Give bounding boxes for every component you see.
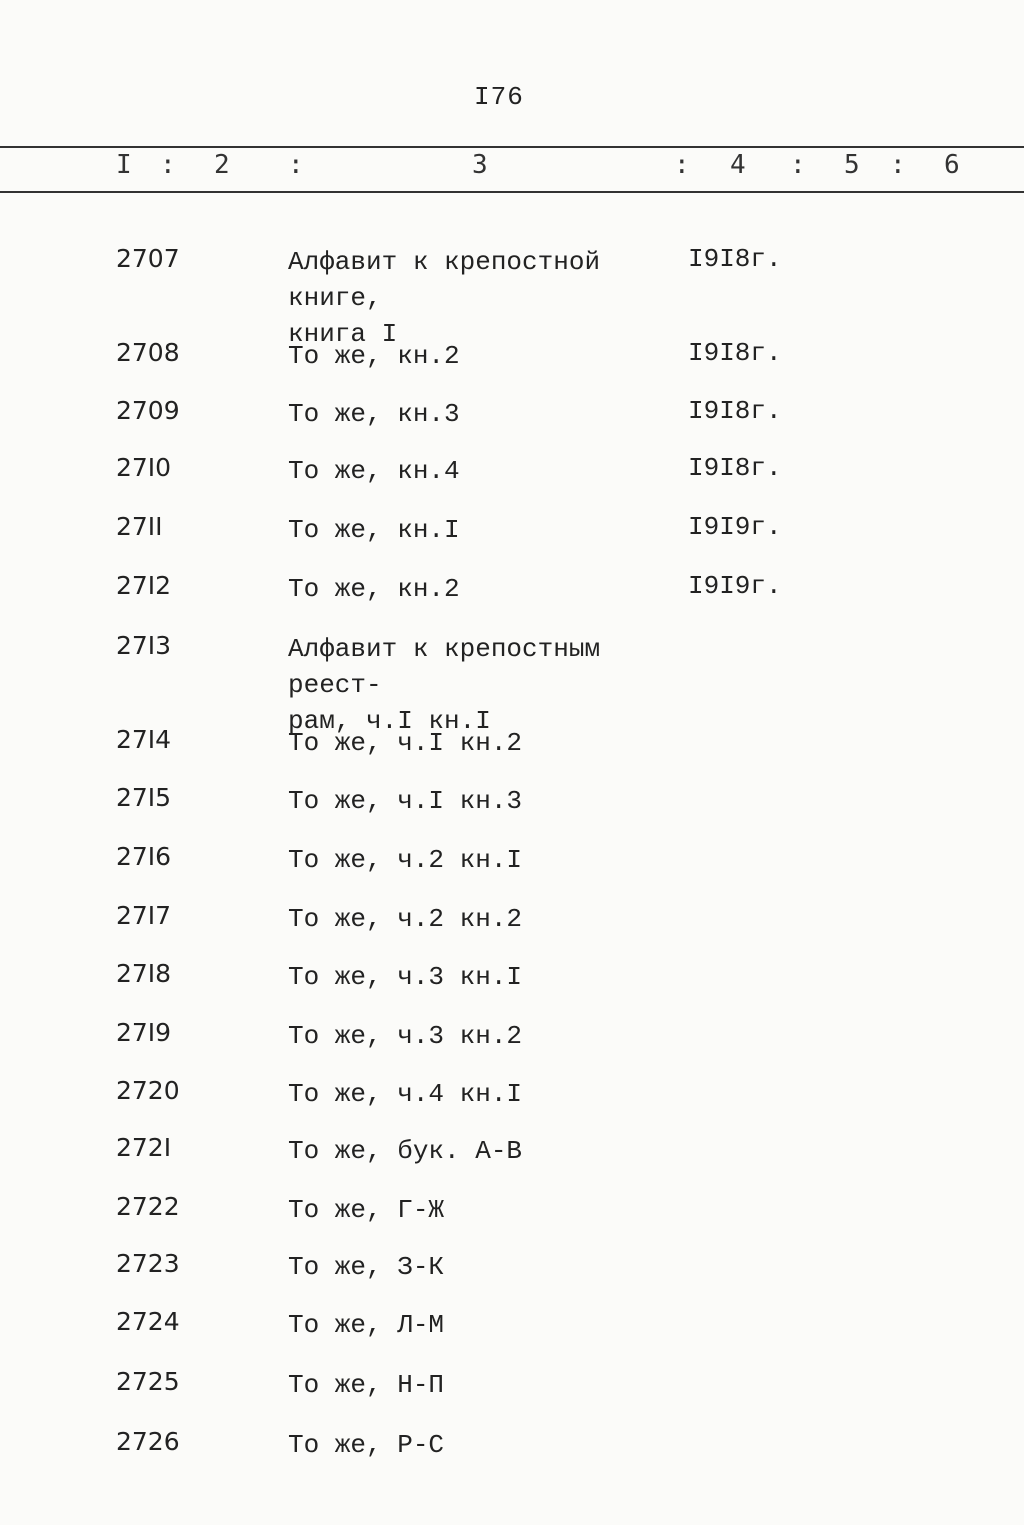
item-number: 2709 (116, 396, 180, 425)
item-number: 27I9 (116, 1018, 172, 1047)
item-date: I9I8г. (688, 244, 782, 274)
header-rule-bottom (0, 191, 1024, 193)
column-separator: : (160, 150, 176, 180)
item-number: 27II (116, 512, 163, 541)
item-date: I9I8г. (688, 396, 782, 426)
column-separator: : (674, 150, 690, 180)
column-header-3: 3 (472, 150, 488, 180)
item-number: 2725 (116, 1367, 180, 1396)
item-number: 2723 (116, 1249, 180, 1278)
item-title: То же, ч.2 кн.I (288, 845, 523, 875)
item-number: 2708 (116, 338, 180, 367)
item-number: 2722 (116, 1192, 180, 1221)
item-date: I9I9г. (688, 512, 782, 542)
item-title: Алфавит к крепостным реест- рам, ч.I кн.I (288, 634, 601, 736)
item-title: То же, кн.4 (288, 456, 460, 486)
item-date: I9I8г. (688, 453, 782, 483)
item-number: 27I3 (116, 631, 172, 660)
header-rule-top (0, 146, 1024, 148)
column-header-5: 5 (844, 150, 860, 180)
item-number: 2724 (116, 1307, 180, 1336)
item-title: То же, кн.2 (288, 574, 460, 604)
column-header-4: 4 (730, 150, 746, 180)
item-title: То же, ч.3 кн.I (288, 962, 523, 992)
item-title: То же, ч.I кн.2 (288, 728, 523, 758)
item-number: 27I0 (116, 453, 172, 482)
item-number: 2707 (116, 244, 180, 273)
item-title: То же, бук. А-В (288, 1136, 523, 1166)
item-number: 27I8 (116, 959, 172, 988)
item-date: I9I9г. (688, 571, 782, 601)
item-number: 2726 (116, 1427, 180, 1456)
item-title: То же, З-К (288, 1252, 445, 1282)
column-separator: : (890, 150, 906, 180)
column-separator: : (790, 150, 806, 180)
column-header-2: 2 (214, 150, 230, 180)
item-title: То же, ч.4 кн.I (288, 1079, 523, 1109)
item-title: То же, ч.I кн.3 (288, 786, 523, 816)
item-number: 27I4 (116, 725, 172, 754)
item-number: 27I7 (116, 901, 172, 930)
item-title: Алфавит к крепостной книге, книга I (288, 247, 601, 349)
item-title: То же, кн.I (288, 515, 460, 545)
item-title: То же, кн.2 (288, 341, 460, 371)
item-number: 272I (116, 1133, 172, 1162)
item-title: То же, Р-С (288, 1430, 445, 1460)
item-title: То же, ч.3 кн.2 (288, 1021, 523, 1051)
item-number: 2720 (116, 1076, 180, 1105)
item-title: То же, Л-М (288, 1310, 445, 1340)
item-number: 27I6 (116, 842, 172, 871)
item-number: 27I5 (116, 783, 172, 812)
item-number: 27I2 (116, 571, 172, 600)
column-separator: : (288, 150, 304, 180)
page-number: I76 (474, 82, 524, 112)
item-date: I9I8г. (688, 338, 782, 368)
item-title: То же, кн.3 (288, 399, 460, 429)
item-title: То же, ч.2 кн.2 (288, 904, 523, 934)
column-header-6: 6 (944, 150, 960, 180)
item-title: То же, Н-П (288, 1370, 445, 1400)
item-title: То же, Г-Ж (288, 1195, 445, 1225)
column-header-1: I (116, 150, 132, 180)
